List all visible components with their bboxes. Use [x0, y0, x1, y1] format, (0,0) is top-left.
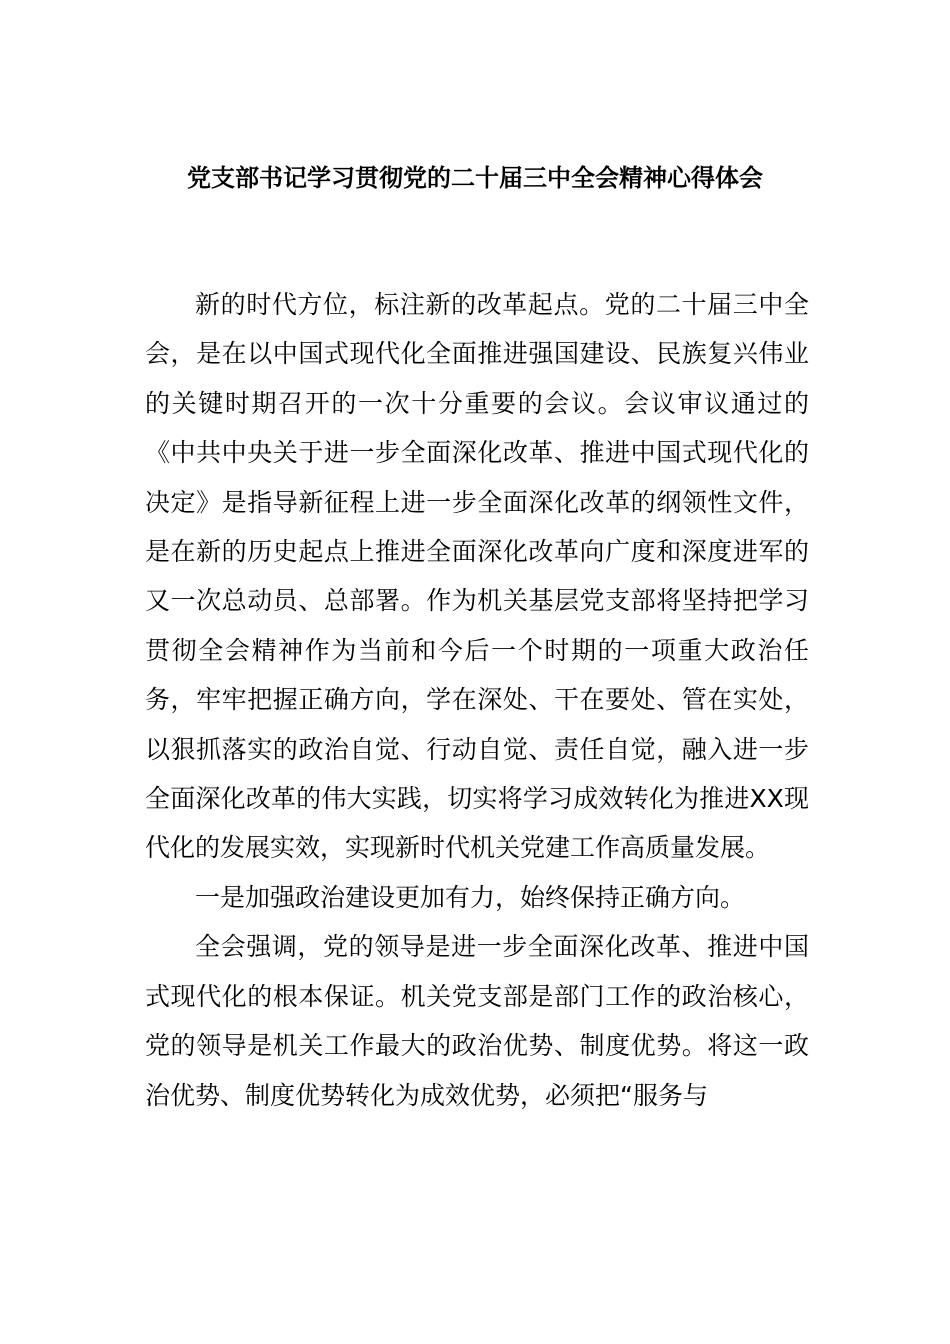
paragraph-intro: 新的时代方位，标注新的改革起点。党的二十届三中全会，是在以中国式现代化全面推进强国建设、民族复兴伟业的关键时期召开的一次十分重要的会议。会议审议通过的《中共中央关于进一步全面深化改革、推进中国式现代化的决定》是指导新征程上进一步全面深化改革的纲领性文件，是在新的历史起点上推进全面深化改革向广度和深度进军的又一次总动员、总部署。作为机关基层党支部将坚持把学习贯彻全会精神作为当前和今后一个时期的一项重大政治任务，牢牢把握正确方向，学在深处、干在要处、管在实处，以狠抓落实的政治自觉、行动自觉、责任自觉，融入进一步全面深化改革的伟大实践，切实将学习成效转化为推进XX现代化的发展实效，实现新时代机关党建工作高质量发展。 — [145, 290, 809, 863]
paragraph-section-1: 全会强调，党的领导是进一步全面深化改革、推进中国式现代化的根本保证。机关党支部是部门工作的政治核心，党的领导是机关工作最大的政治优势、制度优势。将这一政治优势、制度优势转化为成效优势，必须把“服务与 — [145, 932, 809, 1110]
document-body — [145, 280, 809, 1120]
document-title: 党支部书记学习贯彻党的二十届三中全会精神心得体会 — [187, 164, 763, 192]
section-heading-1: 一是加强政治建设更加有力，始终保持正确方向。 — [195, 882, 746, 912]
